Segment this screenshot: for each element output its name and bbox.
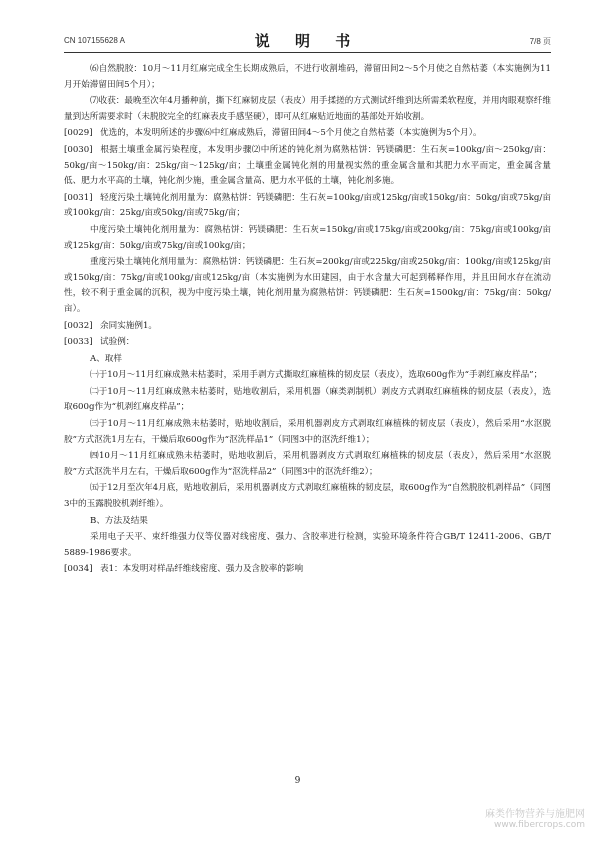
- paragraph-number: [0034]: [64, 564, 93, 575]
- methods-description: [64, 530, 551, 561]
- paragraph-0032: [64, 319, 551, 335]
- section-heading-methods: [64, 514, 551, 530]
- paragraph-text: 根据土壤重金属污染程度，本发明步骤⑵中所述的钝化剂为腐熟枯饼：钙镁磷肥：生石灰=100kg/亩～250kg/亩：50kg/亩～150kg/亩：25kg/亩～125kg/亩；土壤重金属钝化剂的用量视实然的重金属含量和其肥力水平而定，重金属含量低、肥力水平高的土壤，钝化剂少施，重金属含量高、肥力水平低的土壤，钝化剂多施。: [64, 144, 551, 187]
- paragraph-text: ⑺收获：最晚至次年4月播种前，撕下红麻韧皮层（表皮）用手揉搓的方式测试纤维到达所需柔软程度，并用肉眼观察纤维量到达所需要求时（未脱胶完全的红麻表皮手感坚硬），即可从红麻贴近地面的基部处开始收割。: [64, 96, 551, 122]
- paragraph-number: [0032]: [64, 320, 93, 331]
- page-indicator: 7/8 页: [529, 37, 551, 46]
- paragraph-text: ㈢于10月～11月红麻成熟未枯萎时，贴地收割后，采用机器剥皮方式剥取红麻植株的韧皮层（表皮），然后采用“水沤脱胶”方式沤洗1月左右，干燥后取600g作为“沤洗样品1”（同图3中的沤洗纤维1）；: [64, 419, 551, 445]
- paragraph-text: 重度污染土壤钝化剂用量为：腐熟枯饼：钙镁磷肥：生石灰=200kg/亩或225kg/亩或250kg/亩：100kg/亩或125kg/亩或150kg/亩：75kg/亩或100kg/亩或125kg/亩（本实施例为水田建园，由于水含量大可起到稀释作用，并且田间水存在流动性，较不利于重金属的沉积，视为中度污染土壤，钝化剂用量为腐熟枯饼：钙镁磷肥：生石灰=1500kg/亩：75kg/亩：50kg/亩）。: [64, 257, 551, 314]
- paragraph-number: [0033]: [64, 337, 93, 348]
- document-body: [64, 62, 551, 579]
- paragraph-text: 余同实施例1。: [100, 320, 158, 331]
- watermark-site-name: 麻类作物营养与施肥网: [485, 809, 585, 820]
- paragraph-text: A、取样: [90, 353, 122, 364]
- paragraph-medium-pollution: [64, 223, 551, 254]
- paragraph-0029: [64, 126, 551, 142]
- sample-item-3: [64, 417, 551, 448]
- paragraph-text: ㈤于12月至次年4月底，贴地收割后，采用机器剥皮方式剥取红麻植株的韧皮层，取600g作为“自然脱胶机剥样品”（同图3中的玉露脱胶机剥纤维）。: [64, 483, 551, 510]
- page-number: 9: [294, 776, 301, 786]
- paragraph-number: [0029]: [64, 128, 93, 139]
- sample-item-5: [64, 481, 551, 512]
- paragraph-step-7: [64, 94, 551, 125]
- paragraph-0033: [64, 335, 551, 351]
- watermark: [485, 805, 585, 830]
- patent-number: CN 107155628 A: [64, 36, 125, 45]
- paragraph-step-6: [64, 62, 551, 93]
- document-title: 说 明 书: [254, 32, 361, 50]
- paragraph-text: 中度污染土壤钝化剂用量为：腐熟枯饼：钙镁磷肥：生石灰=150kg/亩或175kg/亩或200kg/亩：75kg/亩或100kg/亩或125kg/亩：50kg/亩或75kg/亩或100kg/亩；: [64, 224, 551, 251]
- paragraph-number: [0030]: [64, 144, 93, 155]
- paragraph-number: [0031]: [64, 192, 93, 203]
- paragraph-text: ㈣10月～11月红麻成熟未枯萎时，贴地收割后，采用机器剥皮方式剥取红麻植株的韧皮层（表皮），然后采用“水沤脱胶”方式沤洗半月左右，干燥后取600g作为“沤洗样品2”（同图3中的沤洗纤维2）；: [64, 451, 551, 477]
- paragraph-text: 优选的，本发明所述的步骤⑹中红麻成熟后，滞留田间4～5个月使之自然枯萎（本实施例为5个月）。: [100, 128, 482, 139]
- paragraph-0031: [64, 191, 551, 222]
- paragraph-text: 表1：本发明对样品纤维线密度、强力及含胶率的影响: [100, 564, 304, 575]
- paragraph-text: 试验例：: [100, 337, 135, 348]
- sample-item-4: [64, 449, 551, 480]
- paragraph-text: B、方法及结果: [90, 515, 148, 526]
- paragraph-text: ㈡于10月～11月红麻成熟未枯萎时，贴地收割后，采用机器（麻类剥制机）剥皮方式剥取红麻植株的韧皮层（表皮），选取600g作为“机剥红麻皮样品”；: [64, 386, 551, 413]
- paragraph-text: 轻度污染土壤钝化剂用量为：腐熟枯饼：钙镁磷肥：生石灰=100kg/亩或125kg/亩或150kg/亩：50kg/亩或75kg/亩或100kg/亩：25kg/亩或50kg/亩或75kg/亩；: [64, 192, 551, 219]
- paragraph-text: 采用电子天平、束纤维强力仪等仪器对线密度、强力、含胶率进行检测，实验环境条件符合GB/T 12411-2006、GB/T 5889-1986要求。: [64, 532, 551, 558]
- paragraph-text: ⑹自然脱胶：10月～11月红麻完成全生长期成熟后，不进行收割堆码，滞留田间2～5个月使之自然枯萎（本实施例为11月开始滞留田间5个月）；: [64, 64, 551, 90]
- paragraph-text: ㈠于10月～11月红麻成熟未枯萎时，采用手剥方式撕取红麻植株的韧皮层（表皮），选取600g作为“手剥红麻皮样品”；: [90, 370, 543, 381]
- watermark-url: www.fibercrops.com: [494, 820, 585, 830]
- section-heading-sampling: [64, 352, 551, 368]
- sample-item-1: [64, 368, 551, 384]
- paragraph-0034: [64, 562, 551, 578]
- paragraph-0030: [64, 143, 551, 190]
- paragraph-heavy-pollution: [64, 255, 551, 317]
- page-header: [64, 30, 551, 53]
- sample-item-2: [64, 385, 551, 416]
